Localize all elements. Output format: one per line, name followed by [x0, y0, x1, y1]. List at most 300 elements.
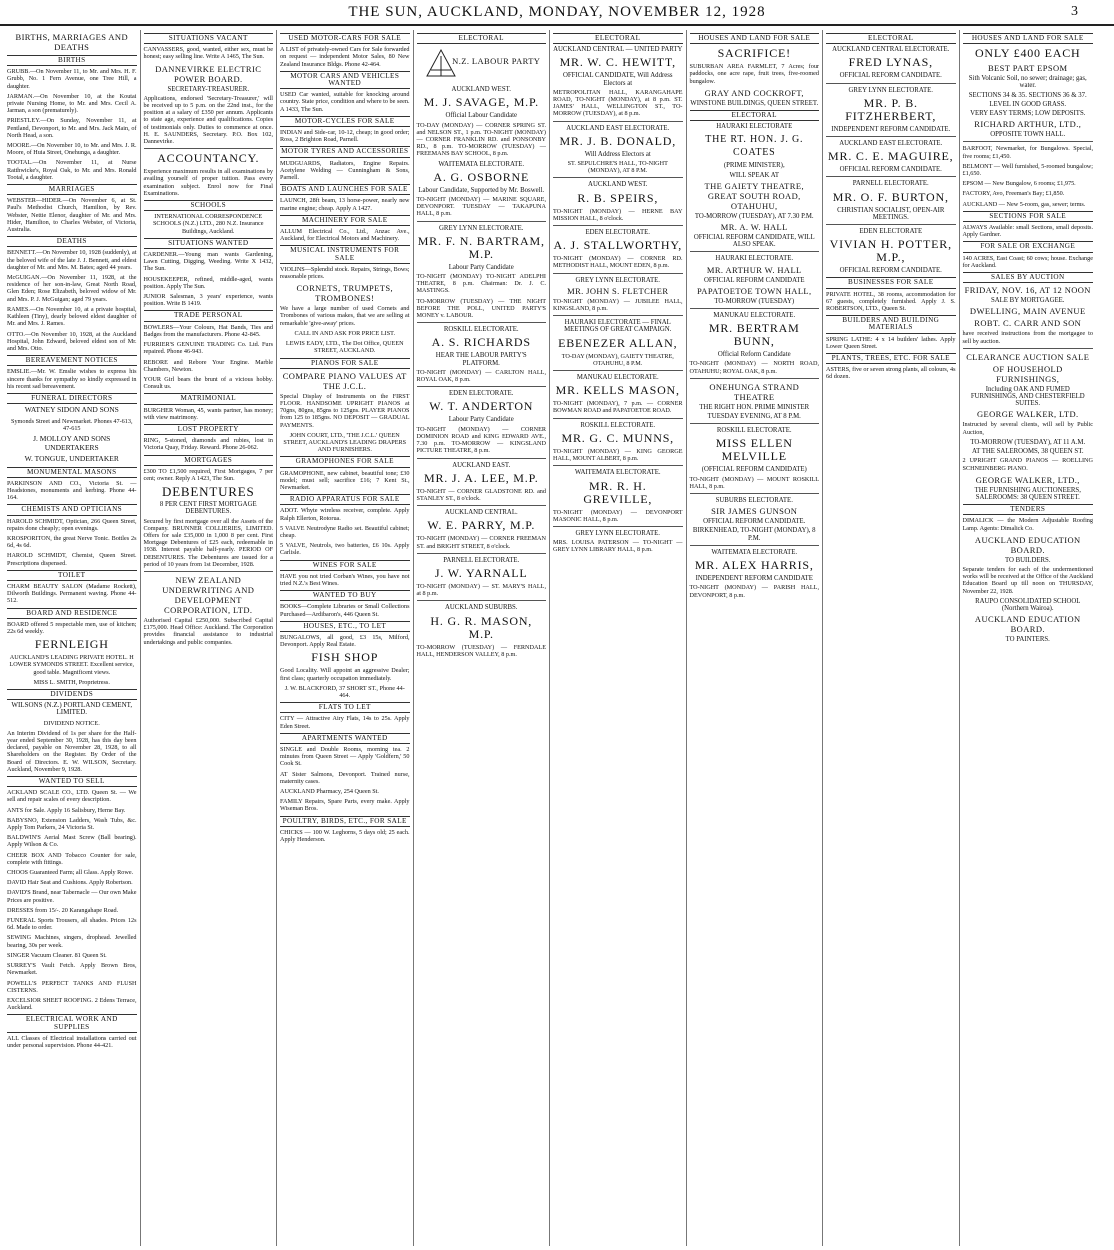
classified-ad: USED Car wanted, suitable for knocking around country. State price, condition and where to be seen. A 1433, The Sun. [280, 91, 410, 113]
electorate-name: GREY LYNN ELECTORATE. [575, 276, 660, 284]
electorate-name: EDEN ELECTORATE. [449, 390, 514, 398]
clearance-title: CLEARANCE AUCTION SALE [966, 351, 1090, 362]
classified-ad: BELMONT — Well furnished, 5-roomed bungalow; £1,650. [962, 162, 1093, 178]
classified-ad: DAVID Hair Seat and Cushions. Apply Robertson. [7, 879, 133, 887]
clearance-sub: OF HOUSEHOLD FURNISHINGS, [992, 363, 1063, 384]
candidate-name: R. B. SPEIRS, [577, 190, 659, 205]
classified-ad: BARFOOT, Newmarket, for Bungalows. Special, five rooms; £1,450. [962, 145, 1093, 160]
electorate-name: ROSKILL ELECTORATE. [580, 421, 656, 429]
column-7 [823, 30, 960, 1246]
candidate-name: MR. ALEX HARRIS, [694, 558, 814, 573]
classified-ad: A LIST of privately-owned Cars for Sale forwarded on request — independent Motor Sales, 80 New Zealand Insurance Bldgs. Phone 42-464. [280, 46, 410, 68]
debentures-heading: DEBENTURES [162, 484, 255, 500]
electorate-name: WAITEMATA ELECTORATE. [438, 160, 525, 168]
section-heading: MOTOR CARS AND VEHICLES WANTED [280, 71, 410, 89]
electorate-name: AUCKLAND EAST. [452, 461, 511, 469]
tender-title: TO PAINTERS. [1005, 636, 1050, 644]
section-heading: WANTED TO BUY [280, 590, 410, 601]
funeral-ad: W. TONGUE, UNDERTAKER [24, 454, 119, 464]
divider [144, 148, 274, 149]
section-heading: LOST PROPERTY [144, 424, 274, 435]
classified-ad: BOWLERS—Your Colours, Hat Bands, Ties and Badges from the manufacturers. Phone 42-845. [143, 323, 273, 338]
candidate-sub: HEAR THE LABOUR PARTY'S PLATFORM. [435, 352, 527, 367]
auction-sale: SALE BY MORTGAGEE. [990, 297, 1065, 305]
section-heading: TRADE PERSONAL [144, 310, 274, 321]
divider [417, 505, 547, 506]
classified-ad: INDIAN and Side-car, 10-12, cheap; in good order; Ross, 2 Brighton Road, Parnell. [280, 129, 410, 144]
section-heading: BIRTHS [7, 55, 137, 66]
section-heading: TENDERS [963, 504, 1094, 515]
candidate-sub: OFFICIAL REFORM CANDIDATE, WILL ALSO SPEAK. [693, 234, 815, 249]
classified-ad: YOUR Girl bears the brunt of a vicious hobby. Consult us. [143, 375, 273, 391]
divider [690, 308, 820, 309]
chemist-ad: HAROLD SCHMIDT, Chemist, Queen Street. Prescriptions dispensed. [7, 552, 137, 567]
tender-board: AUCKLAND EDUCATION BOARD. [974, 534, 1081, 555]
blackford: J. W. BLACKFORD, 37 SHORT ST., Phone 44-464. [284, 684, 405, 699]
electorate-name: AUCKLAND WEST. [588, 181, 648, 189]
column-2 [141, 30, 278, 1246]
birth-notice: MOORE.—On November 10, to Mr. and Mrs. J. R. Moore, of Huia Street, Onehunga, a daughter. [7, 142, 137, 157]
electorate-name: PARNELL ELECTORATE. [443, 556, 520, 564]
electorate-name: AUCKLAND EAST ELECTORATE. [839, 140, 943, 148]
divider [826, 83, 956, 84]
meeting-list: TO-DAY (MONDAY), GAIETY THEATRE, OTAHUHU, 8 P.M. [561, 352, 674, 367]
meeting-list: TO-NIGHT (MONDAY) — PARISH HALL, DEVONPORT, 8 p.m. [689, 584, 819, 599]
candidate-name: A. G. OSBORNE [433, 169, 530, 184]
tender-school: RAUPO CONSOLIDATED SCHOOL (Northern Wairoa). [975, 597, 1081, 612]
section-heading: SECTIONS FOR SALE [963, 211, 1094, 222]
electorate-name: ROSKILL ELECTORATE. [716, 427, 792, 435]
electrical-ad: ALL Classes of Electrical installations carried out under personal supervision. Phone 44-421. [7, 1034, 137, 1049]
land-level: LEVEL IN GOOD GRASS. [989, 100, 1067, 108]
electorate-name: EDEN ELECTORATE [859, 228, 923, 236]
birth-notice: JARMAN.—On November 10, at the Koutai private Nursing Home, to Mr. and Mrs. Cecil A. Jarman, a son (prematurely). [7, 92, 137, 115]
classified-ad: FAMILY Repairs, Spare Parts, every make. Apply Wiseman Bros. [280, 798, 410, 813]
toilet-ad: CHARM BEAUTY SALON (Madame Rockett), Dilworth Buildings. Permanent waving. Phone 44-512. [7, 582, 137, 605]
candidate-sub: OFFICIAL REFORM CANDIDATE [703, 276, 805, 284]
divider [553, 465, 683, 466]
electorate-name: PARNELL ELECTORATE. [852, 180, 929, 188]
section-heading: MORTGAGES [144, 455, 274, 466]
marriage-notice: WEBSTER—HIDER.—On November 6, at St. Paul's Methodist Church, Hamilton, by Rev. Webster, Nettie Elenor, daughter of Mr. and Mrs. Hider, Hamilton, to Charles Webster, of Victoria, Australia. [7, 197, 137, 234]
meeting-time: TO-MORROW (TUESDAY), AT 7.30 P.M. [694, 212, 814, 220]
auction-body: Instructed by several clients, will sell by Public Auction, [962, 421, 1093, 436]
underwriting-body: Authorised Capital £250,000. Subscribed Capital £175,000. Head Office: Auckland. The Corporation provides financial assistance to industrial undertakings and public companies. [143, 616, 273, 646]
classified-ad: RING, 5-stoned, diamonds and rubies, lost in Victoria Quay, Friday. Reward. Phone 26-062. [143, 437, 273, 452]
classified-ad: 5 VALVE, Neutrols, two batteries, £6 10s. Apply Carlisle. [280, 542, 410, 557]
sacrifice-title: SACRIFICE! [717, 46, 791, 61]
venue: ONEHUNGA STRAND THEATRE [709, 381, 800, 402]
agent-name: RICHARD ARTHUR, LTD., [974, 119, 1082, 130]
section-heading: ELECTORAL [690, 110, 820, 121]
divider [417, 458, 547, 459]
classified-ad: EPSOM — New Bungalow, 6 rooms; £1,975. [962, 180, 1076, 188]
section-heading: BUILDERS AND BUILDING MATERIALS [826, 315, 956, 333]
section-heading: SCHOOLS [144, 200, 274, 211]
fish-shop-title: FISH SHOP [311, 650, 379, 665]
classified-ad: HAVE you not tried Corban's Wines, you have not tried N.Z.'s Best Wines. [280, 572, 410, 587]
meeting-list: TO-MORROW (TUESDAY) — THE NIGHT BEFORE THE POLL, UNITED PARTY'S MONEY v. LABOUR. [416, 297, 546, 320]
candidate-name: SIR JAMES GUNSON [711, 506, 798, 517]
venue: PAPATOETOE TOWN HALL, [696, 285, 812, 296]
classified-ad: FUNERAL Sports Trousers, all shades. Prices 12s 6d. Made to order. [7, 917, 137, 932]
meeting-list: TO-NIGHT (MONDAY) — JUBILEE HALL, KINGSLAND, 8 p.m. [553, 297, 683, 313]
candidate-sub: Labour Party Candidate [448, 263, 514, 271]
meeting-time: TO-MORROW (TUESDAY) [714, 297, 795, 305]
electorate-name: HAURAKI ELECTORATE — FINAL MEETINGS OF GREAT CAMPAIGN. [564, 319, 672, 334]
candidate-name: MR. KELLS MASON, [555, 383, 680, 398]
dividend-body: An Interim Dividend of 1s per share for the Half-year ended September 30, 1928, has this day been declared, payable on November 28, 1928, to all Shareholders on the Register. By Order of the Board of Directors. E. W. WILSON, Secretary. Auckland, November 9, 1928. [7, 729, 137, 773]
divider [417, 553, 547, 554]
divider [553, 121, 683, 122]
column-4 [414, 30, 551, 1246]
classified-ad: BURGHER Woman, 45, wants partner, has money; with view matrimony. [143, 406, 273, 421]
candidate-name: J. W. YARNALL [434, 565, 528, 580]
candidate-sub: WILL SPEAK AT [729, 171, 780, 179]
section-heading: HOUSES AND LAND FOR SALE [690, 33, 820, 44]
page-number: 3 [1071, 4, 1078, 19]
electorate-name: MANUKAU ELECTORATE. [713, 312, 796, 320]
columns [4, 30, 1110, 1246]
tender-body: Separate tenders for each of the undermentioned works will be received at the Office of the Auckland Education Board up till noon on THURSDAY, November 22, 1928. [962, 565, 1093, 595]
electorate-name: AUCKLAND EAST ELECTORATE. [566, 124, 670, 132]
meeting-list: TO-NIGHT (MONDAY) — CORNER FREEMAN ST. and BRIGHT STREET, 8 o'clock. [416, 535, 546, 550]
meeting-list: METROPOLITAN HALL, KARANGAHAPE ROAD, TO-NIGHT (MONDAY), at 8 p.m. ST. JAMES' HALL, WELLINGTON ST., TO-MORROW (TUESDAY), at 8 p.m. [553, 88, 683, 118]
candidate-name: M. J. SAVAGE, M.P. [423, 95, 539, 110]
classified-ad: CHEER BOX AND Tobacco Counter for sale, complete with fittings. [7, 851, 137, 866]
dividend-title: DIVIDEND NOTICE. [43, 719, 100, 727]
section-heading: BUSINESSES FOR SALE [826, 277, 956, 288]
divider [690, 378, 820, 379]
meeting-list: MRS. LOUISA PATERSON — TO-NIGHT — GREY LYNN LIBRARY HALL, 8 p.m. [553, 539, 683, 554]
candidate-name: MR. JOHN S. FLETCHER [567, 285, 669, 296]
section-heading: WANTED TO SELL [7, 776, 137, 787]
divider [417, 322, 547, 323]
land-sub: BEST PART EPSOM [987, 63, 1068, 74]
candidate-name: A. J. STALLWORTHY, [553, 238, 683, 253]
pianos-title: COMPARE PIANO VALUES AT THE J.C.L. [282, 370, 407, 391]
meeting-time: TUESDAY EVENING, AT 8 P.M. [707, 413, 801, 421]
meeting-list: TO-MORROW (TUESDAY) — FERNDALE HALL, HENDERSON VALLEY, 8 p.m. [416, 643, 546, 658]
divider [553, 225, 683, 226]
candidate-sub: INDEPENDENT REFORM CANDIDATE. [831, 125, 951, 133]
divider [690, 423, 820, 424]
classified-ad: SINGER Vacuum Cleaner. 81 Queen St. [7, 951, 107, 959]
section-heading: CHEMISTS AND OPTICIANS [7, 504, 137, 515]
auctioneer: ROBT. C. CARR AND SON [974, 318, 1082, 329]
tender-title: TO BUILDERS. [1004, 556, 1051, 564]
divider [690, 493, 820, 494]
classified-ad: DRESSES from 15/-. 20 Karangahape Road. [7, 906, 119, 914]
section-heading: BOARD AND RESIDENCE [7, 608, 137, 619]
meeting-list: TO-NIGHT (MONDAY) — MARINE SQUARE, DEVONPORT. TUESDAY — TAKAPUNA HALL, 8 p.m. [416, 196, 546, 218]
classified-ad: CITY — Attractive Airy Flats, 14s to 25s. Apply Eden Street. [280, 715, 410, 730]
classified-ad: 5 VALVE Neutrodyne Radio set. Beautiful cabinet; cheap. [280, 524, 410, 539]
classified-ad: SURREY'S Vault Fetch. Apply Brown Bros, Newmarket. [7, 962, 137, 977]
birth-notice: TOOTAL.—On November 11, at Nurse Ratthwicke's, Royal Oak, to Mr. and Mrs. Ronald Tootal, a daughter. [7, 159, 137, 181]
candidate-sub: INDEPENDENT REFORM CANDIDATE [695, 575, 813, 583]
section-heading: MUSICAL INSTRUMENTS FOR SALE [280, 245, 410, 263]
candidate-name: MR. A. W. HALL [720, 222, 788, 233]
auction-body: 2 UPRIGHT GRAND PIANOS — ROELLING SCHNEINBERG PIANO. [962, 457, 1093, 472]
classified-ad: DIMALICK — the Modern Adjustable Roofing Lamp. Agents: Dimalick Co. [962, 517, 1093, 532]
hotel-name: FERNLEIGH [34, 637, 109, 652]
meeting-list: TO-NIGHT (MONDAY) — KING GEORGE HALL, MOUNT ALBERT, 8 p.m. [553, 447, 683, 463]
meeting-list: TO-DAY (MONDAY) — CORNER SPRING ST. and NELSON ST., 1 p.m. TO-NIGHT (MONDAY) — CORNER FRANKLIN RD. and PONSONBY RD., 8 p.m. TO-MORROW (TUESDAY) — FREEMANS BAY SCHOOL, 8 p.m. [416, 121, 546, 158]
birth-notice: GRUBB.—On November 11, to Mr. and Mrs. H. F. Grubb, No. 1 Fern Avenue, one Tree Hill, a daughter. [7, 68, 137, 90]
cornets-body: We have a large number of used Cornets and Trombones of various makes, that we are selling at remarkable 'give-away' prices. [280, 305, 410, 327]
fish-shop-body: Good Locality. Will appoint an aggressive Dealer; first class; quarterly occupation immediately. [280, 667, 410, 682]
electorate-name: GREY LYNN ELECTORATE. [575, 529, 660, 537]
electorate-name: ROSKILL ELECTORATE. [443, 326, 519, 334]
clearance-details: Including OAK AND FUMED FURNISHINGS, AND CHESTERFIELD SUITES. [970, 385, 1085, 408]
land-details: Sith Volcanic Soil, no sewer; drainage; gas, water. [968, 75, 1087, 90]
divider [826, 176, 956, 177]
divider [553, 526, 683, 527]
classified-ad: SINGLE and Double Rooms, morning tea. 2 minutes from Queen Street — Apply 'Goldfern,' 50 Cook St. [280, 746, 410, 768]
board-ad: BOARD offered 5 respectable men, use of kitchen; 22s 6d weekly. [7, 620, 137, 635]
candidate-sub: Labour Party Candidate [448, 416, 514, 424]
classified-ad: CARDENER.—Young man wants Gardening, Lawn Cutting, Digging, Weeding. Write X 1432, The Sun. [143, 251, 273, 273]
classified-ad: ALLUM Electrical Co., Ltd., Anzac Ave., Auckland, for Electrical Motors and Machinery. [280, 228, 410, 243]
classified-ad: FACTORY, Avo, Freeman's Bay; £1,850. [962, 190, 1065, 198]
death-notice: McGUIGAN.—On November 11, 1928, at the residence of her son-in-law, Great North Road, Glen Eden; Rose Elizabeth, beloved widow of Mr. and Mrs. P. J. McGuigan; aged 79 years. [7, 274, 137, 303]
electorate-name: GREY LYNN ELECTORATE. [439, 224, 524, 232]
classified-ad: £300 TO £1,500 required, First Mortgages, 7 per cent; owner. Reply A 1423, The Sun. [143, 467, 273, 482]
power-board-body: Applications, endorsed 'Secretary-Treasurer,' will be received up to 5 p.m. on the 22nd inst., for the position at a salary of £350 per annum. Applicants to state age, experience and qualifications. Copies of testimonials only. Duties to commence at once. H. E. SAUNDERS, Secretary. P.O. Box 102, Dannevirke. [143, 94, 273, 146]
section-heading: PIANOS FOR SALE [280, 358, 410, 369]
divider [553, 273, 683, 274]
meeting-list: TO-NIGHT (MONDAY) — ST. MARY'S HALL, at 8 p.m. [416, 582, 546, 598]
candidate-sub: OFFICIAL CANDIDATE, Will Address Electors at [562, 72, 673, 87]
candidate-sub: THE RIGHT HON. PRIME MINISTER [699, 403, 810, 411]
divider [963, 348, 1094, 349]
meeting-list: TO-NIGHT (MONDAY) — MOUNT ROSKILL HALL, 8 p.m. [689, 475, 819, 490]
meeting-list: TO-NIGHT (MONDAY) — NORTH ROAD, OTAHUHU; ROYAL OAK, 8 p.m. [689, 360, 819, 375]
candidate-name: W. E. PARRY, M.P. [427, 518, 536, 533]
classified-ad: GRAMOPHONE, new cabinet, beautiful tone; £30 model; must sell; sacrifice £16; 7 Kent St., Newmarket. [280, 469, 410, 491]
section-heading: FLATS TO LET [280, 702, 410, 713]
classified-ad: PRIVATE HOTEL, 38 rooms, accommodation for 67 guests, completely furnished. Apply J. S. ROBERTSON, LTD., Queen St. [826, 290, 956, 313]
classified-ad: POWELL'S PERFECT TANKS AND FLUSH CISTERNS. [7, 979, 137, 994]
classified-ad: REBORE and Rebore Your Engine. Marble Chambers, Newton. [143, 358, 273, 373]
classified-ad: ANTS for Sale. Apply 16 Salisbury, Herne Bay. [7, 806, 126, 814]
meeting-list: ST. SEPULCHRE'S HALL, TO-NIGHT (MONDAY), AT 8 P.M. [567, 160, 668, 175]
candidate-name: MR. F. N. BARTRAM, M.P. [417, 233, 545, 261]
candidate-sub: CHRISTIAN SOCIALIST, OPEN-AIR MEETINGS. [837, 206, 945, 221]
electorate-name: EDEN ELECTORATE. [585, 229, 650, 237]
electorate-name: AUCKLAND WEST. [451, 86, 511, 94]
section-heading: APARTMENTS WANTED [280, 733, 410, 744]
column-6 [687, 30, 824, 1246]
dividend-company: WILSONS (N.Z.) PORTLAND CEMENT, LIMITED. [11, 701, 133, 717]
electorate-name: AUCKLAND CENTRAL ELECTORATE. [832, 46, 950, 54]
section-heading: BIRTHS, MARRIAGES AND DEATHS [15, 32, 128, 52]
electorate-name: SUBURBS ELECTORATE. [715, 497, 793, 505]
death-notice: BENNETT.—On November 10, 1928 (suddenly), at the beloved wife of the late J. J. Bennett, and eldest daughter of Mr. and Mrs. M. Bates; aged 44 years. [7, 249, 137, 271]
hotel-ad: AUCKLAND'S LEADING PRIVATE HOTEL. H LOWER SYMONDS STREET. Excellent service, good table. Magnificent views. [9, 654, 135, 676]
column-8 [960, 30, 1097, 1246]
auction-date: FRIDAY, NOV. 16, AT 12 NOON [964, 285, 1091, 296]
section-heading: MOTOR TYRES AND ACCESSORIES [280, 146, 410, 157]
classified-ad: HOUSEKEEPER, refined, middle-aged, wants position. Apply The Sun. [143, 275, 273, 290]
classified-ad: FURRIER'S GENUINE TRADING Co. Ltd. Furs repaired. Phone 46-943. [143, 341, 273, 356]
agent-address: OPPOSITE TOWN HALL. [990, 131, 1066, 139]
candidate-sub: OFFICIAL REFORM CANDIDATE. [839, 166, 942, 174]
classified-ad: BALDWIN'S Aerial Mast Screw (Ball bearing). Apply Wilson & Co. [7, 834, 137, 849]
section-heading: MONUMENTAL MASONS [7, 467, 137, 478]
candidate-name: MR. P. B. FITZHERBERT, [845, 95, 937, 123]
classified-ad: AT Sister Salmons, Devonport. Trained nurse, maternity cases. [280, 770, 410, 785]
section-heading: MATRIMONIAL [144, 393, 274, 404]
section-heading: BEREAVEMENT NOTICES [7, 355, 137, 366]
classified-ad: BUNGALOWS, all good, £3 15s, Milford, Devonport. Apply Real Estate. [280, 633, 410, 649]
meeting-list: TO-NIGHT (MONDAY) — HERNE BAY MISSION HALL, 8 o'clock. [553, 207, 683, 222]
accountancy-title: ACCOUNTANCY. [157, 151, 260, 166]
funeral-ad: WATNEY SIDON AND SONS [24, 405, 119, 415]
candidate-name: H. G. R. MASON, M.P. [430, 613, 533, 641]
meeting-list: TO-NIGHT — CORNER GLADSTONE RD. and STANLEY ST., 8 o'clock. [416, 487, 546, 502]
death-notice: OTTO.—On November 10, 1928, at the Auckland Hospital, John Edward, beloved eldest son of Mr. and Mrs. Otto. [7, 330, 137, 352]
divider [690, 545, 820, 546]
section-heading: USED MOTOR-CARS FOR SALE [280, 33, 410, 44]
section-heading: PLANTS, TREES, ETC. FOR SALE [826, 353, 956, 364]
section-heading: TOILET [7, 570, 137, 581]
section-heading: FOR SALE OR EXCHANGE [963, 241, 1094, 252]
candidate-name: MR. R. H. GREVILLE, [583, 478, 653, 506]
section-heading: MOTOR-CYCLES FOR SALE [280, 116, 410, 127]
candidate-name: MISS ELLEN MELVILLE [715, 436, 793, 464]
candidate-sub: (OFFICIAL REFORM CANDIDATE) [701, 466, 807, 474]
candidate-name: MR. J. A. LEE, M.P. [423, 470, 539, 485]
section-heading: HOUSES, ETC., TO LET [280, 621, 410, 632]
candidate-sub: Official Reform Candidate [717, 351, 791, 359]
electorate-name: HAURAKI ELECTORATE. [715, 255, 794, 263]
divider [553, 177, 683, 178]
land-sections: SECTIONS 34 & 35. SECTIONS 36 & 37. [968, 91, 1087, 99]
divider [553, 418, 683, 419]
candidate-name: W. T. ANDERTON [429, 399, 534, 414]
cornets-title: CORNETS, TRUMPETS, TROMBONES! [296, 283, 394, 304]
classified-ad: EXCELSIOR SHEET ROOFING. 2 Edens Terrace, Auckland. [7, 996, 137, 1012]
meeting-list: TO-NIGHT (MONDAY) — CORNER RD. METHODIST HALL, MOUNT EDEN, 8 p.m. [553, 255, 683, 270]
meeting-time: BIRKENHEAD, TO-NIGHT (MONDAY), 8 P.M. [692, 527, 816, 542]
candidate-name: EBENEZER ALLAN, [558, 335, 678, 350]
classified-ad: AUCKLAND Pharmacy, 254 Queen St. [280, 788, 379, 796]
candidate-sub: OFFICIAL REFORM CANDIDATE. [839, 72, 942, 80]
classified-ad: ACKLAND SCALE CO., LTD. Queen St. — We sell and repair scales of every description. [7, 789, 137, 804]
section-heading: ELECTORAL [417, 33, 547, 44]
section-heading: ELECTORAL [553, 33, 683, 44]
candidate-sub: (PRIME MINISTER), [723, 162, 785, 170]
column-3 [277, 30, 414, 1246]
tender-board: AUCKLAND EDUCATION BOARD. [974, 614, 1081, 635]
pianos-body: Special Display of Instruments on the FIRST FLOOR. HANDSOME UPRIGHT PIANOS at 70gns, 80gns, 85gns to 125gns. PLAYER PIANOS from 125 to 185gns. NO DEPOSIT — GRADUAL PAYMENTS. [280, 392, 410, 429]
section-heading: MACHINERY FOR SALE [280, 215, 410, 226]
funeral-ad: Symonds Street and Newmarket. Phones 47-613, 47-615 [11, 417, 133, 432]
chemist-ad: KROSPORITON, the great Nerve Tonic. Bottles 2s 6d, 4s 6d. [7, 534, 137, 550]
divider [553, 370, 683, 371]
classified-ad: ALWAYS Available: small Sections, small deposits. Apply Gardner. [962, 224, 1093, 239]
birth-notice: PRIESTLEY.—On Sunday, November 11, at Pentland, Devonport, to Mr. and Mrs. Jack Main, of North Head, a son. [7, 117, 137, 139]
section-heading: POULTRY, BIRDS, ETC., FOR SALE [280, 816, 410, 827]
sacrifice-body: SUBURBAN AREA FARMLET, 7 Acres; four paddocks, one acre rape, fruit trees, five-roomed bungalow. [689, 63, 819, 85]
classified-ad: VIOLINS—Splendid stock. Repairs, Strings, Bows; reasonable prices. [280, 265, 410, 281]
section-heading: HOUSES AND LAND FOR SALE [963, 33, 1094, 44]
debentures-body: Secured by first mortgage over all the Assets of the Company. BRUNNER COLLIERIES, LIMITED. Offers for sale £35,000 in 1,000 8 per cent. First Mortgage Debentures of £25 each, redeemable in 1938. Interest payable half-yearly. PERIOD OF DEBENTURES. The Debentures are issued for a period of 10 years from 1st December, 1928. [143, 517, 273, 568]
classified-ad: JUNIOR Salesman, 3 years' experience, wants position. Write B 1419. [143, 293, 273, 308]
candidate-name: MR. ARTHUR W. HALL [706, 264, 802, 275]
accountancy-body: Experience maximum results in all examinations by availing yourself of proper tuition. Pass every examination subject. Enrol now for Final Examinations. [143, 168, 273, 197]
chemist-ad: HAROLD SCHMIDT, Optician, 266 Queen Street, repairs done cheaply; open evenings. [7, 517, 137, 532]
section-heading: DIVIDENDS [7, 689, 137, 700]
divider [417, 386, 547, 387]
column-5 [550, 30, 687, 1246]
divider [826, 136, 956, 137]
classified-ad: ADOT. Whyte wireless receiver, complete. Apply Ralph Ellerton, Rotorua. [280, 507, 410, 522]
electorate-name: MANUKAU ELECTORATE. [576, 374, 659, 382]
classified-ad: DAVID'S Brand, near Tabernacle — Our own Make Prices are positive. [7, 889, 137, 904]
auction-body: have received instructions from the mortgagee to sell by auction. [962, 330, 1093, 345]
candidate-sub: Labour Candidate, Supported by Mr. Boswell. [418, 186, 545, 194]
land-headline: ONLY £400 EACH [974, 46, 1081, 61]
candidate-name: MR. BERTRAM BUNN, [708, 321, 800, 349]
candidate-sub: OFFICIAL REFORM CANDIDATE. [703, 518, 806, 526]
classified-ad: LAUNCH, 28ft beam, 13 horse-power, nearly new marine engine; cheap. Apply A 1427. [280, 197, 410, 212]
funeral-ad: J. MOLLOY AND SONS UNDERTAKERS [33, 434, 111, 452]
schools-ad: INTERNATIONAL CORRESPONDENCE SCHOOLS (N.Z.) LTD., 280 N.Z. Insurance Buildings, Auckland. [152, 213, 264, 235]
monumental-ad: PARKINSON AND CO., Victoria St. — Headstones, monuments and kerbing. Phone 44-164. [7, 479, 137, 502]
classified-ad: MUDGUARDS, Radiators, Engine Repairs. Acetylene Welding — Cunningham & Sons, Parnell. [280, 159, 410, 182]
divider [963, 141, 1094, 142]
candidate-name: THE RT. HON. J. G. COATES [705, 134, 804, 159]
masthead-title: THE SUN, AUCKLAND, MONDAY, NOVEMBER 12, 1928 [348, 3, 766, 20]
electorate-name: AUCKLAND CENTRAL. [444, 509, 518, 517]
classified-ad: CANVASSERS, good, wanted, either sex, must be honest; easy selling line. Write A 1465, The Sun. [143, 46, 273, 61]
candidate-sub: OFFICIAL REFORM CANDIDATE. [839, 267, 942, 275]
candidate-name: MR. G. C. MUNNS, [561, 430, 674, 445]
cornets-call: CALL IN AND ASK FOR PRICE LIST. [294, 329, 396, 337]
agent-address: WINSTONE BUILDINGS, QUEEN STREET. [690, 99, 819, 107]
auction-property: DWELLING, MAIN AVENUE [969, 306, 1086, 317]
debentures-title: 8 PER CENT FIRST MORTGAGE DEBENTURES. [159, 501, 257, 516]
auctioneer: GEORGE WALKER, LTD. [976, 409, 1079, 420]
electorate-name: AUCKLAND SUBURBS. [444, 604, 518, 612]
divider [144, 571, 274, 572]
section-heading: ELECTRICAL WORK AND SUPPLIES [7, 1014, 137, 1032]
section-heading: DEATHS [7, 236, 137, 247]
candidate-name: MR. C. E. MAGUIRE, [828, 149, 954, 164]
electorate-name: WAITEMATA ELECTORATE. [574, 469, 661, 477]
auctioneer: GEORGE WALKER, LTD., [975, 474, 1080, 485]
electorate-name: HAURAKI ELECTORATE [716, 123, 793, 131]
bereavement-notice: EMSLIE.—Mr. W. Emslie wishes to express his sincere thanks for sympathy so kindly expressed in his recent sad bereavement. [7, 368, 137, 390]
candidate-name: VIVIAN H. POTTER, M.P., [829, 237, 952, 265]
divider [417, 221, 547, 222]
classified-ad: 140 ACRES, East Coast; 60 cows; house. Exchange for Auckland. [962, 254, 1093, 269]
hotel-proprietor: MISS L. SMITH, Proprietress. [33, 678, 110, 686]
section-heading: SITUATIONS WANTED [144, 238, 274, 249]
section-heading: RADIO APPARATUS FOR SALE [280, 494, 410, 505]
classified-ad: BABYSNO, Extension Ladders, Wash Tubs, &c. Apply Tom Parkers, 24 Victoria St. [7, 816, 137, 832]
section-heading: MARRIAGES [7, 184, 137, 195]
section-heading: FUNERAL DIRECTORS [7, 393, 137, 404]
lewis-eady: LEWIS EADY, LTD., The Dot Office, QUEEN STREET, AUCKLAND. [285, 340, 404, 355]
venue: THE GAIETY THEATRE, GREAT SOUTH ROAD, OTAHUHU, [704, 180, 804, 211]
candidate-name: FRED LYNAS, [848, 55, 933, 70]
auction-venue: AT THE SALEROOMS, 38 QUEEN ST. [971, 448, 1084, 456]
candidate-sub: Official Labour Candidate [445, 112, 518, 120]
